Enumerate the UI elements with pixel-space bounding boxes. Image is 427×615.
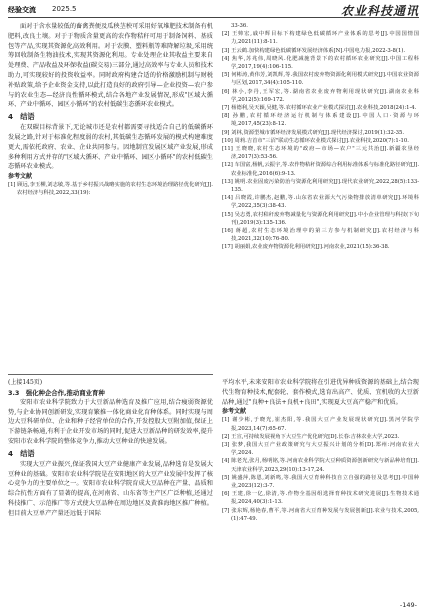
reference-item: [16] 蒋超,农村生态环境治理中的第三方参与机制研究[J].农村经济与科技,2021,32(10):76-80.: [222, 228, 419, 243]
reference-item: [14] 吕晓霞,许鹏杰,赵鹏,等.山东省农业源大气污染物排放清单研究[J].环境科学,2022,35(3):38-43.: [222, 195, 419, 210]
right-column-top: [222, 22, 419, 252]
journal-section-label: 经验交流: [8, 6, 36, 14]
continuation-note: (上接145页): [8, 379, 43, 386]
body-paragraph: 在双碳目标背景下,无论城市还是农村都需要寻找适合自己的低碳循环发展之路,针对于标准化程度弱的农村,其低碳生态循环发展的模式构建难度更大,需依托政府、农业、企业共同参与。因地制宜发展区域产业发展,形成多种利用方式并存的"区域大循环、产业中循环、园区小循环"的农村低碳生态循环农业模式。: [8, 124, 213, 171]
body-paragraph: 面对于含水量较低的畜禽粪便及瓜秧茎秧可采用好氧堆肥技术制备有机肥料,改良土壤。对于于物质含量更高的农作物秸秆可用于制备饲料、基质包等产品,实现其资源化高效利用。对于农膜、塑料瓶等难降解垃圾,采用统筹回收制备生物油技术,实现其资源化利用。专业处理企业其收益主要来自处理费、产品收益及环保收益(碳交易)三部分,通过高效率与专业人员和技术助力,可实现较好的投资收益率。同时政府构建合适的价格激励机制与财税补贴政策,给予企业资金支持,以此打造良好的政府引导—企业投资—农户参与的农业生态—经济良性循环模式,结合各地产业发展情况,形成"区域大循环、产业中循环、园区小循环"的农村低碳生态循环农业模式。: [8, 23, 213, 109]
reference-item: [5] 姚盛萍,陈恩,刘新鸣,等.我国大豆育种科技自立自强的路径及思考[J].中国种业,2023(12):3-7.: [222, 474, 419, 490]
reference-item: [6] 王建,徐一亿,徐清,等.作物全基因组选择育种技术研究进展[J].生物技术通报,2024,40(3):1-13.: [222, 491, 419, 506]
header-rule: [8, 17, 419, 18]
reference-item: [13] 姚明.农业固废污染防治与资源化利用研究[J].现代农业研究,2022,28(5):133-135.: [222, 178, 419, 194]
journal-logo: 农业科技通讯: [340, 4, 419, 18]
references-title: 参考文献: [222, 408, 247, 416]
reference-item: [6] 林小,李丹,王军宏,等.湖南省农业废弃物利用现状研究[J].湖南农业科学,2012(5):169-172.: [222, 88, 419, 103]
section-heading: 4 结语: [8, 112, 35, 122]
reference-item: [7] 杨德利,吴天颖,吴健,等.农村循环农业产业模式探讨[J].农业科技,2018(24):1-4.: [222, 105, 417, 112]
reference-item: [12] 车国富,杨帆,云振宇,等.农作物秸秆资源综合利用标准体系与标准化路径研究[J].农业标准化,2016(6):9-13.: [222, 162, 419, 177]
references-title: 参考文献: [8, 173, 33, 181]
reference-item: [17] 胡丽娟,农业废弃物资源化利用研究[J].河南农业,2021(15):36-38.: [222, 244, 390, 251]
reference-item: [5] 何彬涛,黄伟芳,刘凯辉,等.我国农村废弃物资源化利用模式研究[J].中国农业资源与区划,2017,34(4):105-110.: [222, 72, 419, 87]
reference-item: [2] 王宣,可持续发展视角下大豆生产优化研究[D].长春:吉林农业大学,2023.: [222, 433, 400, 440]
issue-label: 2025.5: [52, 5, 77, 13]
reference-item: [4] 陈老光,张月,杨明铭,等.河南农业科学院大豆种质资源创新研究与新品种培育[J].天津农业科学,2023,29(10):13-17,24.: [222, 458, 419, 473]
reference-item: [1] 谢少彬,于晓光,崔杰阳,等.我国大豆产业发展现状研究[J].黑河学院学报,2023,14(7):65-67.: [222, 417, 419, 432]
page-number: -149-: [399, 601, 417, 609]
section-heading: 4 结语: [8, 448, 35, 458]
reference-item: [10] 周莉.吉首市"三沼"联动生态循环农业模式探讨[J].农业科技,2020(7):1-10.: [222, 137, 409, 144]
body-paragraph: 实现大豆产业振兴,保证我国大豆产业健康产业发展,品种选育是发展大豆种业的基础。安阳市农业科学院是在安阳地区的大豆产业发展中发挥了核心竞争力的主要单位之一。安阳市农业科学院育成大豆品种在产量、品质和综合抗性方面有了显著的提高,在河南省、山东省等主产区广泛种植,还通过科技推广、示范推广等方式使大豆品种在周边地区及黄淮海地区推广种植。但目前大豆单产产量还远低于国际: [8, 460, 213, 517]
reference-item: [2] 王帅宏,戚中辉目标下构建绿色低碳循环产业体系的思考[J].中国国情国力,2021(11):8-11.: [222, 31, 419, 46]
left-column-top: [8, 22, 213, 198]
reference-item: [7] 张东辉,杨艳春,曹平,等.河南省大豆育种发展与发展创新[J].农业与技术,2005,(1):47-49.: [222, 507, 419, 522]
reference-item: [3] 王云鹤.加快构建绿色低碳循环发展经济体系[N].中国电力报,2022-3-8(1).: [222, 47, 406, 54]
subsection-heading: 3.3 强化种企合作,推动商业育种: [8, 388, 105, 397]
body-paragraph: 安阳市农业科学院致力于大豆新品种选育及推广应用,结合瘦弱资源优势,与企业协同创新研发,实现育繁推一体化商业化育种体系。同时实现与周边大豆科研单位、企业和种子经营单位的合作,开发控股大豆附加值,保证上下游链条畅通,有利于企业开发市场的同时,促进大豆新品种的研发效率,提升安阳市农业科学院的整体竞争力,推动大豆种业的快速发展。: [8, 398, 213, 445]
reference-item: [4] 焦华,苏兆伟,周晓风.化肥减施背景下的农村循环农业研究[J].中国工程科学,2017,19(4):106-115.: [222, 55, 419, 71]
reference-item: [11] 王晓晓,农村生态环境的"政府—市场—农户"三元共治[J].新疆农垦经济,2017(3):53-56.: [222, 146, 419, 161]
right-column-bottom: [222, 378, 419, 523]
reference-item: [1] 顾远,李玉柳,刘志敏,等.基于乡村振兴战略实施的农村生态环境治理路径优化研究[J].农村经济与科技,2022,33(19):: [8, 182, 213, 197]
left-column-bottom: [8, 378, 213, 519]
reference-continuation: 33-36.: [231, 23, 248, 29]
reference-item: [15] 吴志勇,农村秸秆废弃物减量化与资源化利用研究[J].中小企业管理与科技(下旬刊),2019(3):135-136.: [222, 211, 419, 226]
article-divider: [8, 374, 213, 375]
reference-item: [3] 张梦,我国大豆产业政策研究与大豆振兴计划的分析[D].郑州:河南农业大学,2024.: [222, 442, 419, 457]
body-paragraph: 平均水平,未来安阳市农业科学院将在引进优异种质资源的基础上,结合现代生物育种技术,配套轮、套作模式,选育出高产、优质、宜机收的大豆新品种,通过"良种+良法+良机+良田",实现夏大豆高产稳产和优质。: [222, 379, 419, 406]
reference-item: [8] 孙鹏,农村循环经济运行机制与体系建设[J].中国人口·资源与环境,2017,45(23):8-12.: [222, 113, 419, 128]
reference-item: [9] 刘林,资源型城市循环经济发展模式研究[J].现代经济探讨,2019(1):32-35.: [222, 129, 405, 136]
